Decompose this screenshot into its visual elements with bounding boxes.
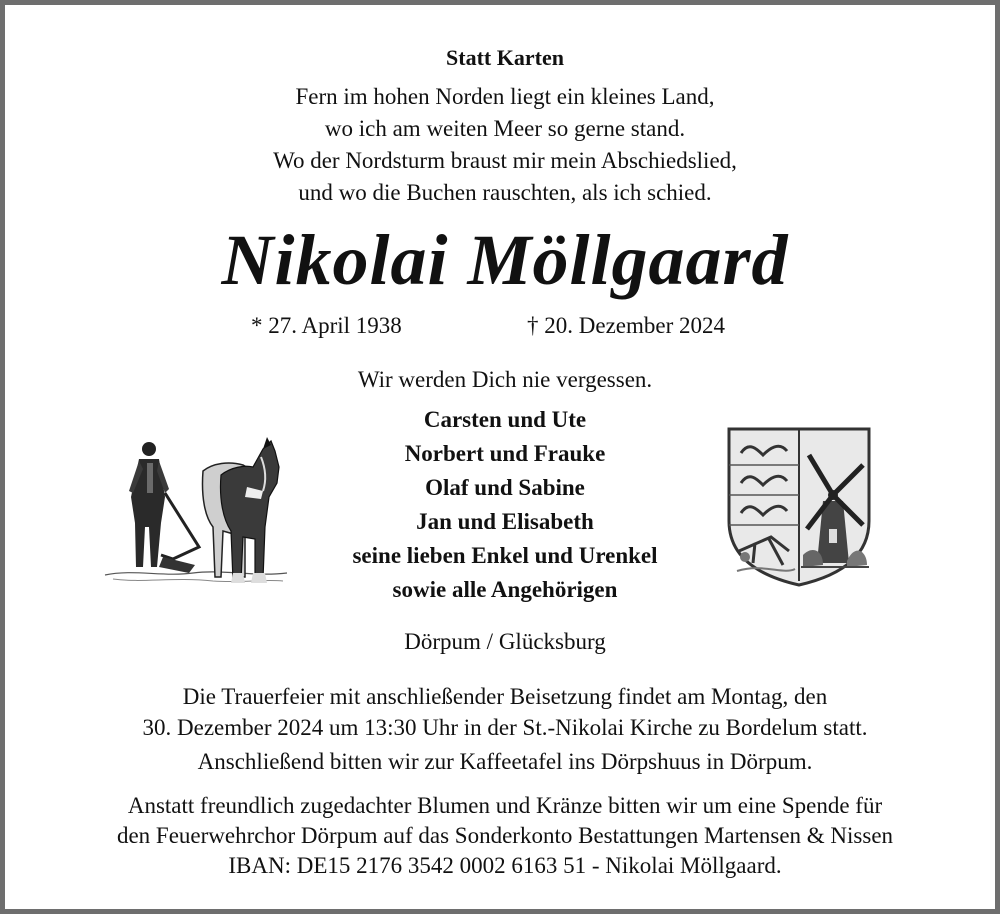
poem — [5, 81, 1000, 209]
plough-horse-illustration — [103, 427, 289, 597]
poem-line: wo ich am weiten Meer so gerne stand. — [324, 116, 686, 141]
heading: Statt Karten — [446, 45, 564, 70]
funeral-line: Die Trauerfeier mit anschließender Beisetzung findet am Montag, den — [182, 684, 828, 709]
donation-line: Anstatt freundlich zugedachter Blumen und Kränze bitten wir um eine Spende für — [127, 793, 883, 818]
funeral-info — [5, 681, 1000, 743]
mourner-line: sowie alle Angehörigen — [392, 577, 618, 602]
tribute-line: Wir werden Dich nie vergessen. — [357, 367, 653, 392]
coffee-info: Anschließend bitten wir zur Kaffeetafel ins Dörpshuus in Dörpum. — [197, 749, 813, 774]
coat-of-arms-illustration — [723, 425, 875, 589]
life-dates — [5, 313, 1000, 347]
birth-date: * 27. April 1938 — [251, 313, 402, 338]
mourner-line: Carsten und Ute — [423, 407, 587, 432]
mourner-line: Olaf und Sabine — [425, 475, 585, 500]
mourner-line: Norbert und Frauke — [404, 441, 606, 466]
death-date: † 20. Dezember 2024 — [527, 313, 725, 338]
mourner-line: seine lieben Enkel und Urenkel — [352, 543, 658, 568]
mourner-line: Jan und Elisabeth — [416, 509, 594, 534]
donation-info — [5, 791, 1000, 881]
donation-line: den Feuerwehrchor Dörpum auf das Sonderkonto Bestattungen Martensen & Nissen — [116, 823, 894, 848]
poem-line: und wo die Buchen rauschten, als ich schied. — [298, 180, 712, 205]
funeral-line: 30. Dezember 2024 um 13:30 Uhr in der St.-Nikolai Kirche zu Bordelum statt. — [142, 715, 868, 740]
place-line: Dörpum / Glücksburg — [404, 629, 606, 654]
donation-line: IBAN: DE15 2176 3542 0002 6163 51 - Nikolai Möllgaard. — [228, 853, 782, 878]
poem-line: Wo der Nordsturm braust mir mein Abschiedslied, — [273, 148, 737, 173]
poem-line: Fern im hohen Norden liegt ein kleines Land, — [295, 84, 715, 109]
deceased-name: Nikolai Möllgaard — [221, 220, 789, 300]
